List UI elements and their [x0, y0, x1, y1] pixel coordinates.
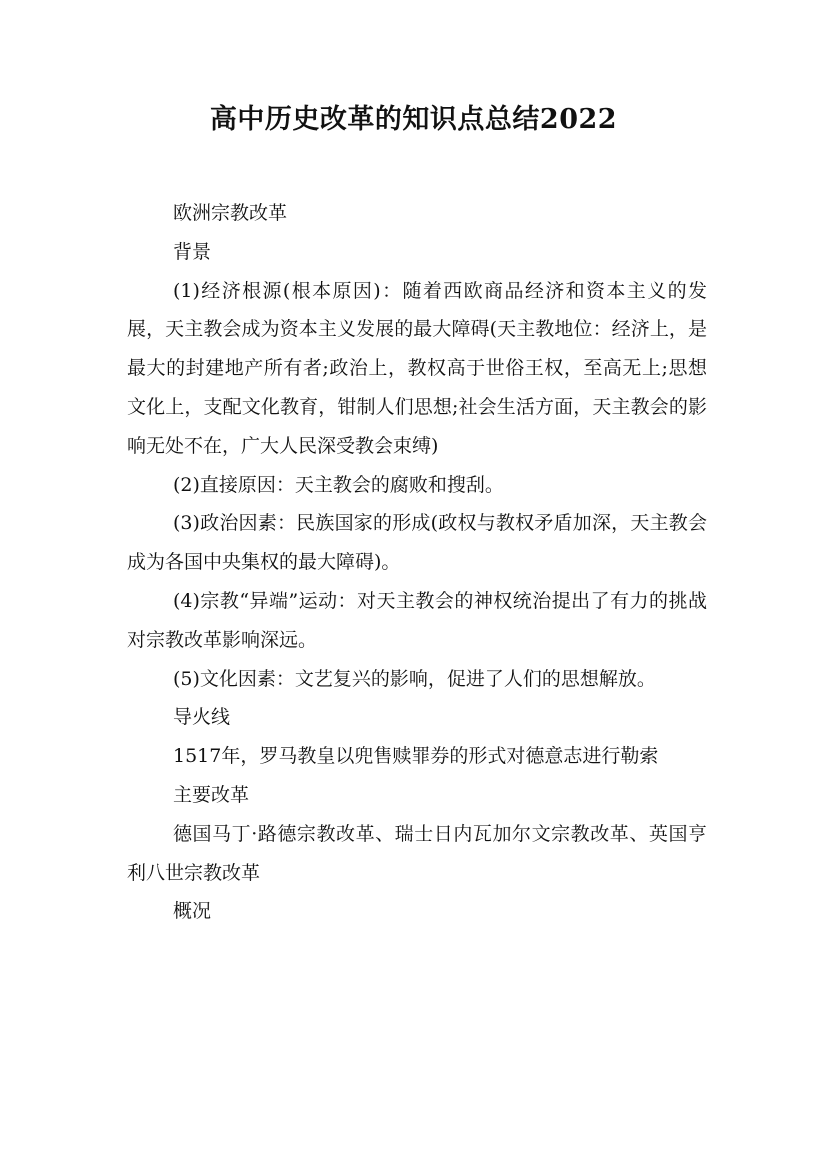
document-body: [127, 194, 707, 931]
paragraph-cultural-factor: (5)文化因素：文艺复兴的影响，促进了人们的思想解放。: [173, 667, 656, 690]
paragraph-direct-cause: (2)直接原因：天主教会的腐败和搜刮。: [173, 473, 504, 496]
section-heading-european-reformation: 欧洲宗教改革: [173, 202, 288, 224]
section-heading-trigger: 导火线: [173, 706, 231, 729]
section-heading-overview: 概况: [173, 900, 212, 923]
paragraph-economic-root: (1)经济根源(根本原因)：随着西欧商品经济和资本主义的发展，天主教会成为资本主义发展的最大障碍(天主教地位：经济上，是最大的封建地产所有者;政治上，教权高于世俗王权，至高无上;思想文化上，支配文化教育，钳制人们思想;社会生活方面，天主教会的影响无处不在，广大人民深受教会束缚): [127, 279, 707, 457]
paragraph-heresy-movement: (4)宗教“异端”运动：对天主教会的神权统治提出了有力的挑战对宗教改革影响深远。: [127, 589, 707, 651]
paragraph-indulgences-1517: 1517年，罗马教皇以兜售赎罪券的形式对德意志进行勒索: [173, 745, 659, 768]
paragraph-main-reforms-list: 德国马丁·路德宗教改革、瑞士日内瓦加尔文宗教改革、英国亨利八世宗教改革: [127, 822, 707, 884]
section-heading-main-reforms: 主要改革: [173, 783, 250, 806]
document-title: 高中历史改革的知识点总结2022: [209, 104, 618, 135]
section-heading-background: 背景: [173, 240, 212, 263]
paragraph-political-factor: (3)政治因素：民族国家的形成(政权与教权矛盾加深，天主教会成为各国中央集权的最大障碍)。: [127, 512, 707, 574]
